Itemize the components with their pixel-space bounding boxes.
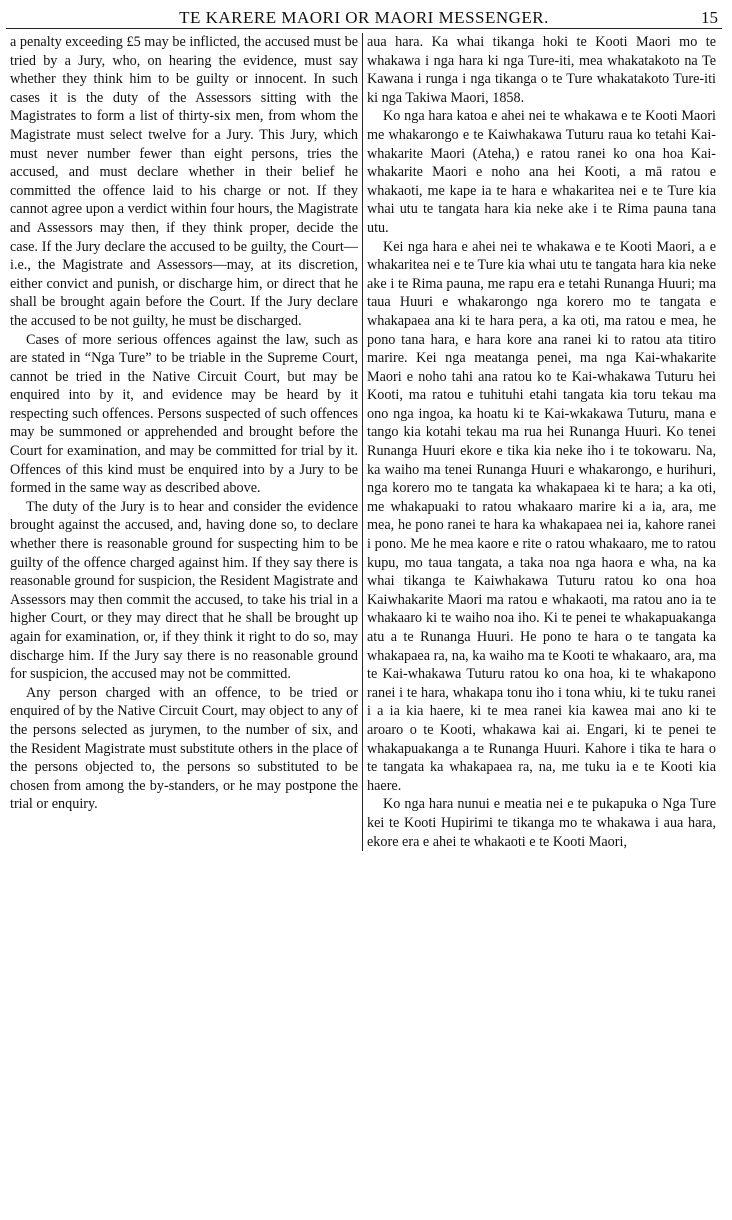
text-columns bbox=[6, 33, 722, 851]
paragraph: Cases of more serious offences against the law, such as are stated in “Nga Ture” to be triable in the Supreme Court, cannot be tried in the Native Circuit Court, but may be enquired into by it, and evidence may be heard by it respecting such offences. Persons suspected of such offences may be summoned or apprehended and brought before the Court for examination, and may be committed for trial by it. Offences of this kind must be enquired into by a Jury to be formed in the same way as described above. bbox=[10, 331, 358, 497]
paragraph: Ko nga hara katoa e ahei nei te whakawa e te Kooti Maori me whakarongo e te Kaiwhakawa Tuturu raua ko tetahi Kai-whakarite Maori (Ateha,) e ratou ranei ko ona hoa Kai-whakarite Maori e noho ana hei Kooti, a mā ratou e whakaoti, me kape ia te hara e whakaritea nei e te Ture kia whai utu te tangata hara kia neke ake i te Rima pauna tana utu. bbox=[367, 108, 716, 236]
running-title: TE KARERE MAORI OR MAORI MESSENGER. bbox=[179, 8, 549, 27]
maori-column bbox=[363, 33, 720, 851]
paragraph: a penalty exceeding £5 may be inflicted, the accused must be tried by a Jury, who, on hearing the evidence, must say whether they think him to be guilty or innocent. In such cases it is the duty of the Assessors sitting with the Magistrates to form a list of thirty-six men, from whom the Magistrate must select twelve for a Jury. This Jury, which must never number fewer than eight persons, tries the accused, and must declare whether in their belief he committed the offence laid to his charge or not. If they cannot agree upon a verdict within four hours, the Magistrate and Assessors may then, if they think proper, decide the case. If the Jury declare the accused to be guilty, the Court—i.e., the Magistrate and Assessors—may, at its discretion, either convict and punish, or discharge him, or direct that he shall be brought again before the Court. If the Jury declare the accused to be not guilty, he must be discharged. bbox=[10, 34, 358, 329]
page-header bbox=[6, 6, 722, 29]
paragraph: The duty of the Jury is to hear and consider the evidence brought against the accused, and, having done so, to declare whether there is reasonable ground for suspecting him to be guilty of the offence charged against him. If they say there is reasonable ground for suspicion, the Resident Magistrate and Assessors may then commit the accused, to take his trial in a higher Court, or they may direct that he shall be brought up again for examination, or, if they think it right to do so, may discharge him. If the Jury say there is no reasonable ground for suspicion, the accused may not be committed. bbox=[10, 498, 358, 683]
paragraph: Kei nga hara e ahei nei te whakawa e te Kooti Maori, a e whakaritea nei e te Ture kia whai utu te tangata hara kia neke ake i te Rima pauna, me rapu era e tetahi Runanga Huuri; ma taua Huuri e whakarongo nga korero mo te tangata e whakapaea ana ki te hara pera, a ka oti, ma ratou e mea, he pono tana hara, e hara kore ana ranei ki to ratou ata titiro marire. Kei nga meatanga penei, ma nga Kai-whakarite Maori e noho tahi ana ratou ko te Kai-whakawa Tuturu hei Kooti, ma ratou e tuhituhi etahi tangata kia toru tekau ma ono nga ingoa, ka hoatu ki te Kai-wkakawa Tuturu, mana e tango kia kotahi tekau ma rua hei Runanga Huuri. Ko tenei Runanga Huuri ekore e tika kia neke iho i te tokowaru. Na, ka waiho ma tenei Runanga Huuri e whakarongo, e hurihuri, nga korero mo te tangata ka whakapaea ki te hara; a ka oti, me whakapuaki to ratou whakaaro marire ki a ia, ara, me mea, he pono ranei te hara ka whakapaea nei ia, kahore ranei i pono. Me he mea kaore e rite o ratou whakaaro, me to ratou kupu, mo taua tangata, a taka noa nga haora e wha, na ka whai tikanga te Kaiwhakawa Tuturu ratou ko ona hoa Kaiwhakarite Maori ma ratou e whakaoti, ma ratou ano ia te whakaaro ki te waiho noa iho. Ki te penei te whakapuakanga atu a te Runanga Huuri. He pono te hara o te tangata ka whakapaea ra, na, ka waiho ma te Kooti te whakaaro, ara, ma te Kai-whakawa Tuturu ratou ko ona hoa, ki te whakapono ranei i te hara, whakapa tonu iho i tona whiu, ki te tuku ranei i a ia kia haere, ki te mea ranei kia kawea mai ano ki te aroaro o te Kooti, whakawa kai ai. Engari, ki te penei te whakapuakanga a te Runanga Huuri. Kahore i tika te hara o te tangata ka whakapaea ra, na, me tuku ia e te Kooti kia haere. bbox=[367, 238, 716, 794]
paragraph: aua hara. Ka whai tikanga hoki te Kooti Maori mo te whakawa i nga hara ki nga Ture-iti, mea whakatakoto na Te Kawana i runga i nga tikanga o te Ture whakatakoto Ture-iti ki nga Takiwa Maori, 1858. bbox=[367, 34, 716, 106]
english-column bbox=[6, 33, 363, 851]
paragraph: Any person charged with an offence, to be tried or enquired of by the Native Circuit Court, may object to any of the persons selected as jurymen, to the number of six, and the Resident Magistrate must substitute others in the place of the persons objected to, the persons so substituted to be chosen from among the by-standers, or he may postpone the trial or enquiry. bbox=[10, 684, 358, 813]
paragraph: Ko nga hara nunui e meatia nei e te pukapuka o Nga Ture kei te Kooti Hupirimi te tikanga mo te whakawa i aua hara, ekore era e ahei te whakaoti e te Kooti Maori, bbox=[367, 796, 716, 850]
page-number: 15 bbox=[701, 8, 718, 27]
